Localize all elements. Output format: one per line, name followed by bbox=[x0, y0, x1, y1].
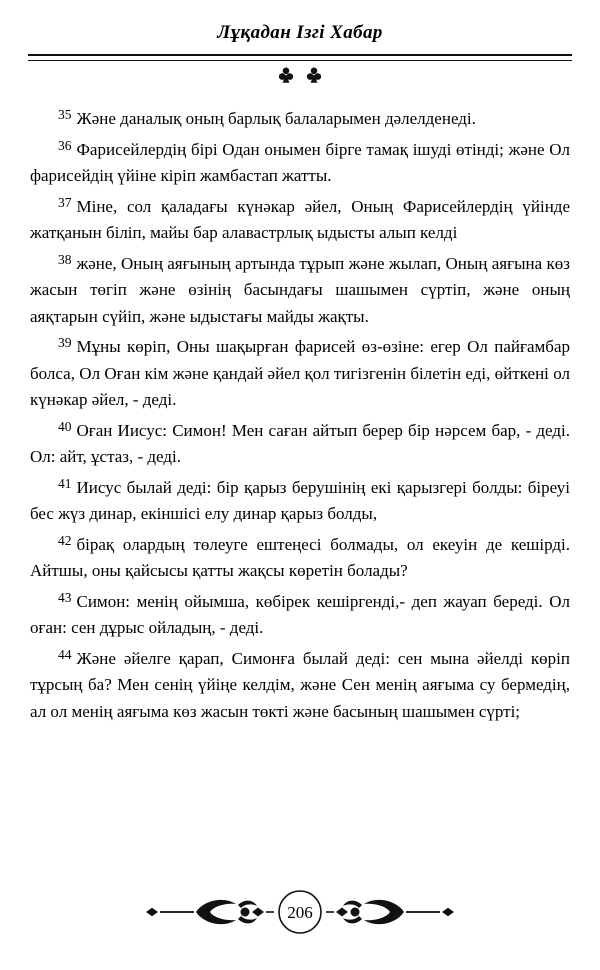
verse-text: Міне, сол қаладағы күнәкар әйел, Оның Фарисейлердің үйінде жатқанын біліп, майы бар алавастрлық ыдысты алып келді bbox=[30, 196, 570, 242]
verse-paragraph bbox=[30, 528, 570, 585]
verse-text: Мұны көріп, Оны шақырған фарисей өз-өзіне: егер Ол пайғамбар болса, Ол Оған кім және қандай әйел қол тигізгенін білетін еді, өйткені ол күнәкар әйел, - деді. bbox=[30, 337, 570, 409]
verse-paragraph bbox=[30, 414, 570, 471]
page-header bbox=[0, 0, 600, 44]
verse-paragraph bbox=[30, 247, 570, 331]
verse-number: 42 bbox=[58, 532, 72, 548]
verse-number: 39 bbox=[58, 335, 72, 350]
verse-paragraph bbox=[30, 471, 570, 528]
verse-text: Және әйелге қарап, Симонға былай деді: сен мына әйелді көріп тұрсың ба? Мен сенің үйіңе келдім, және Сен менің аяғыма су бермедің, ал ол менің аяғыма көз жасын төкті және басының шашымен сүрті; bbox=[30, 648, 570, 721]
verse-number: 43 bbox=[58, 589, 72, 605]
verse-paragraph bbox=[30, 330, 570, 414]
verse-paragraph bbox=[30, 102, 570, 133]
verse-number: 37 bbox=[58, 194, 72, 210]
verse-text: Оған Иисус: Симон! Мен саған айтып берер бір нәрсем бар, - деді. Ол: айт, ұстаз, - деді. bbox=[30, 420, 570, 466]
page-title: Лұқадан Ізгі Хабар bbox=[217, 22, 383, 43]
verse-paragraph bbox=[30, 642, 570, 726]
header-ornament bbox=[0, 64, 600, 88]
verse-number: 40 bbox=[58, 418, 72, 434]
page-number-flourish-icon bbox=[140, 880, 460, 944]
verse-text: Фарисейлердің бірі Одан онымен бірге тамақ ішуді өтінді; және Ол фарисейдің үйіне кіріп жамбастап жатты. bbox=[30, 139, 570, 185]
scripture-text bbox=[30, 102, 570, 725]
verse-number: 35 bbox=[58, 107, 72, 122]
verse-text: Иисус былай деді: бір қарыз берушінің екі қарызгері болды: біреуі бес жүз динар, екіншісі елу динар қарыз болды, bbox=[30, 477, 570, 523]
verse-text: Және даналық оның барлық балаларымен дәлелденеді. bbox=[76, 109, 476, 128]
verse-number: 36 bbox=[58, 137, 72, 153]
verse-paragraph bbox=[30, 190, 570, 247]
floral-heart-divider-icon bbox=[230, 64, 370, 86]
verse-paragraph bbox=[30, 585, 570, 642]
verse-number: 41 bbox=[58, 475, 72, 491]
page-footer bbox=[0, 880, 600, 944]
verse-text: және, Оның аяғының артында тұрып және жылап, Оның аяғына көз жасын төгіп және өзінің басындағы шашымен сүртіп, және оның аяқтарын сүйіп, және ыдыстағы майды жақты. bbox=[30, 253, 570, 326]
verse-number: 44 bbox=[58, 646, 72, 662]
verse-text: Симон: менің ойымша, көбірек кешіргенді,- деп жауап береді. Ол оған: сен дұрыс ойладың, - деді. bbox=[30, 591, 570, 637]
header-double-rule bbox=[28, 54, 572, 61]
verse-number: 38 bbox=[58, 251, 72, 267]
verse-text: бірақ олардың төлеуге ештеңесі болмады, ол екеуін де кешірді. Айтшы, оны қайсысы қатты жақсы көретін болады? bbox=[30, 534, 570, 580]
verse-paragraph bbox=[30, 133, 570, 190]
page-number: 206 bbox=[287, 903, 313, 922]
